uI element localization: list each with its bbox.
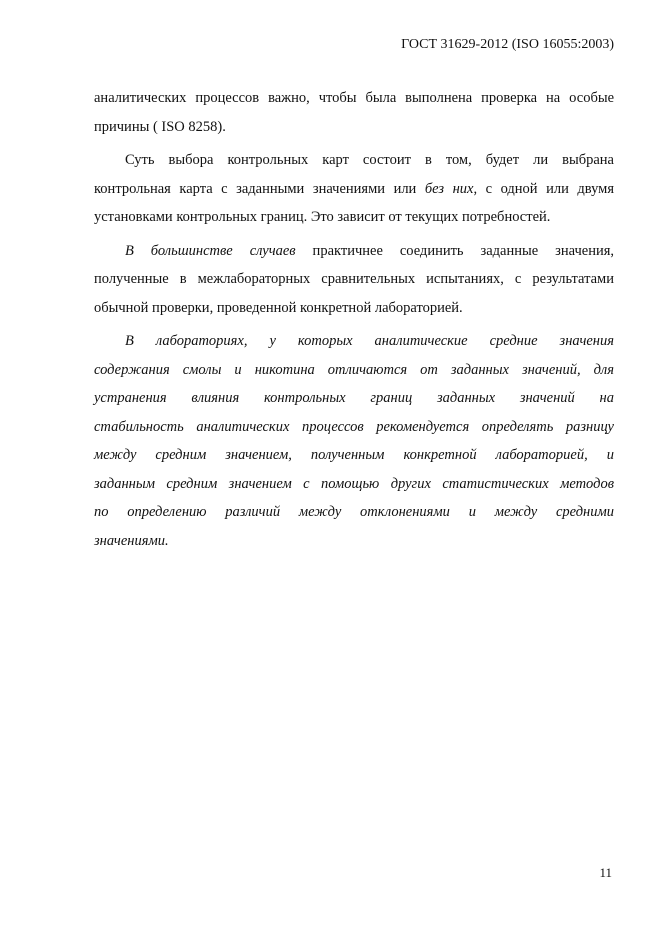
paragraph-control-chart-choice xyxy=(94,146,614,232)
text-line: причины ( ISO 8258). xyxy=(94,118,226,135)
text-line: аналитических процессов важно, чтобы была выполнена проверка на особые xyxy=(94,90,614,106)
text-segment: практичнее соединить заданные значения, xyxy=(295,242,615,259)
text-line: В лабораториях, у которых аналитические средние значения xyxy=(125,333,614,349)
text-line xyxy=(94,175,614,204)
text-line: полученные в межлабораторных сравнительных испытаниях, с результатами xyxy=(94,271,614,287)
page-number: 11 xyxy=(599,865,612,880)
text-line: установками контрольных границ. Это зависит от текущих потребностей. xyxy=(94,209,551,225)
text-line: по определению различий между отклонениями и между средними xyxy=(94,504,614,520)
document-body xyxy=(94,84,614,555)
text-line: значениями. xyxy=(94,532,169,549)
paragraph-laboratories xyxy=(94,327,614,555)
text-line xyxy=(94,237,614,266)
text-line: между средним значением, полученным конкретной лабораторией, и xyxy=(94,447,614,463)
text-line: устранения влияния контрольных границ заданных значений на xyxy=(94,390,614,406)
text-segment: , с одной или двумя xyxy=(473,180,615,197)
document-header-standard: ГОСТ 31629-2012 (ISO 16055:2003) xyxy=(401,37,614,52)
italic-lead: В большинстве случаев xyxy=(125,242,296,259)
text-line: содержания смолы и никотина отличаются от заданных значений, для xyxy=(94,361,614,378)
text-line: заданным средним значением с помощью других статистических методов xyxy=(94,475,614,492)
text-line: Суть выбора контрольных карт состоит в том, будет ли выбрана xyxy=(125,152,614,168)
text-line: стабильность аналитических процессов рекомендуется определять разницу xyxy=(94,418,614,435)
text-segment: контрольная карта с заданными значениями или xyxy=(94,180,425,197)
text-line: обычной проверки, проведенной конкретной лабораторией. xyxy=(94,299,463,316)
paragraph-most-cases xyxy=(94,237,614,323)
paragraph-continuation xyxy=(94,84,614,141)
italic-phrase: без них xyxy=(424,180,474,197)
